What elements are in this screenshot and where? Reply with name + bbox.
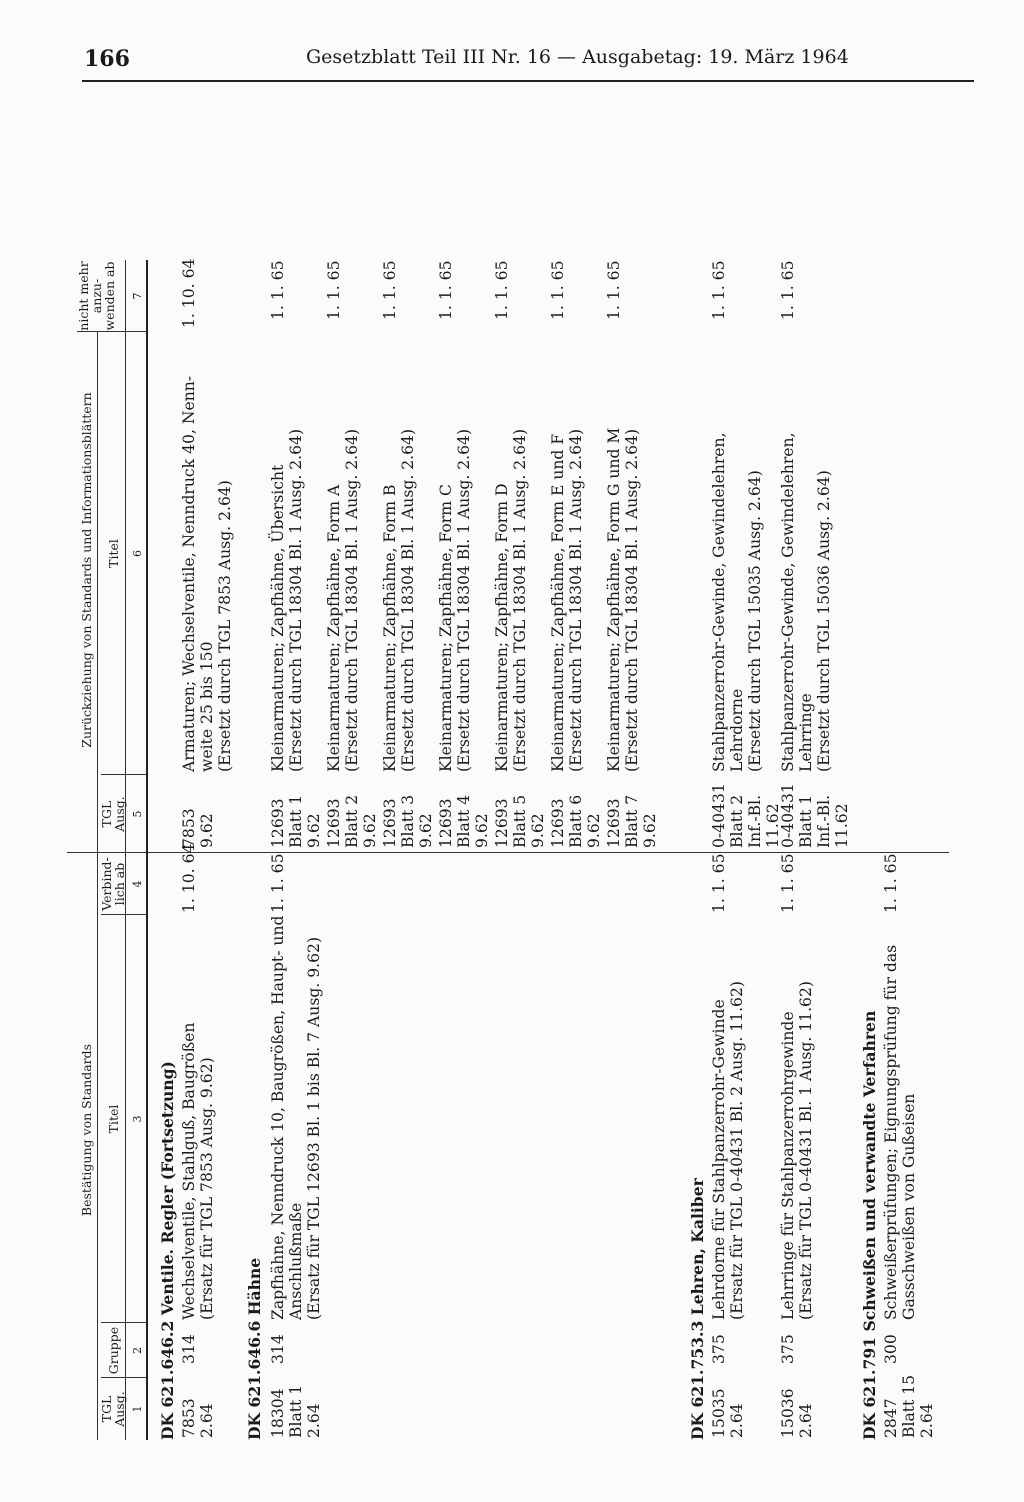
withdrawal-row-tgl: 0-40431 Blatt 2 Inf.-Bl. 11.62 [710, 783, 782, 848]
table-row-titel: Zapfhähne, Nenndruck 10, Baugrößen, Haupt- und Anschlußmaße (Ersatz für TGL 12693 Bl. 1 bis Bl. 7 Ausg. 9.62) [269, 915, 323, 1320]
withdrawal-row-titel: Kleinarmaturen; Zapfhähne, Form A (Ersetzt durch TGL 18304 Bl. 1 Ausg. 2.64) [325, 428, 361, 772]
withdrawal-row-titel: Kleinarmaturen; Zapfhähne, Form G und M (Ersetzt durch TGL 18304 Bl. 1 Ausg. 2.64) [605, 427, 641, 772]
table-row-verbindlich: 1. 10. 64 [180, 843, 198, 913]
section-heading: DK 621.791 Schweißen und verwandte Verfahren [860, 1010, 879, 1440]
withdrawal-row-ab: 1. 1. 65 [493, 260, 511, 320]
withdrawal-row-ab: 1. 1. 65 [381, 260, 399, 320]
withdrawal-row-ab: 1. 1. 65 [437, 260, 455, 320]
withdrawal-row-tgl: 12693 Blatt 2 9.62 [325, 794, 379, 848]
withdrawal-row-tgl: 12693 Blatt 1 9.62 [269, 794, 323, 848]
page-number: 166 [84, 46, 130, 72]
withdrawal-row-ab: 1. 1. 65 [710, 260, 728, 320]
col-header-titel: Titel [106, 1104, 121, 1134]
withdrawal-row-ab: 1. 10. 64 [180, 258, 198, 328]
section-heading: DK 621.753.3 Lehren, Kaliber [688, 1178, 707, 1440]
col-header-gruppe: Gruppe [106, 1326, 121, 1375]
col-number-7: 7 [131, 292, 144, 300]
table-row-titel: Wechselventile, Stahlguß, Baugrößen (Ersatz für TGL 7853 Ausg. 9.62) [180, 1022, 216, 1320]
table-row-verbindlich: 1. 1. 65 [269, 853, 287, 913]
col-header-titel-withdrawn: Titel [106, 539, 121, 568]
table-row-gruppe: 300 [882, 1334, 900, 1364]
col-number-3: 3 [131, 1115, 144, 1123]
withdrawal-row-tgl: 12693 Blatt 4 9.62 [437, 794, 491, 848]
withdrawal-row-titel: Kleinarmaturen; Zapfhähne, Form E und F (Ersetzt durch TGL 18304 Bl. 1 Ausg. 2.64) [549, 428, 585, 772]
table-row-titel: Schweißerprüfungen; Eignungsprüfung für das Gasschweißen von Gußeisen [882, 944, 918, 1320]
group-header-withdrawal: Zurückziehung von Standards und Informationsblättern [79, 392, 94, 748]
rotated-table [67, 150, 957, 1440]
table-row-titel: Lehrringe für Stahlpanzerrohrgewinde (Ersatz für TGL 0-40431 Bl. 1 Ausg. 11.62) [779, 981, 815, 1320]
withdrawal-row-titel: Stahlpanzerrohr-Gewinde, Gewindelehren, Lehrringe (Ersetzt durch TGL 15036 Ausg. 2.64) [779, 432, 833, 772]
withdrawal-row-titel: Kleinarmaturen; Zapfhähne, Form D (Ersetzt durch TGL 18304 Bl. 1 Ausg. 2.64) [493, 428, 529, 772]
table-row-tgl: 18304 Blatt 1 2.64 [269, 1384, 323, 1438]
table-row-verbindlich: 1. 1. 65 [882, 853, 900, 913]
table-row-tgl: 15035 2.64 [710, 1388, 746, 1438]
col-number-1: 1 [131, 1405, 144, 1413]
table-row-tgl: 2847 Blatt 15 2.64 [882, 1374, 936, 1438]
table-row-gruppe: 314 [180, 1334, 198, 1364]
table-row-gruppe: 375 [710, 1334, 728, 1364]
col-header-tgl: TGL Ausg. [99, 1391, 127, 1427]
col-number-2: 2 [131, 1347, 144, 1354]
table-row-verbindlich: 1. 1. 65 [710, 853, 728, 913]
withdrawal-row-ab: 1. 1. 65 [779, 260, 797, 320]
withdrawal-row-titel: Kleinarmaturen; Zapfhähne, Form B (Ersetzt durch TGL 18304 Bl. 1 Ausg. 2.64) [381, 428, 417, 772]
table-row-verbindlich: 1. 1. 65 [779, 853, 797, 913]
withdrawal-row-ab: 1. 1. 65 [605, 260, 623, 320]
col-header-verbindlich: Verbind- lich ab [99, 857, 127, 911]
withdrawal-row-ab: 1. 1. 65 [325, 260, 343, 320]
withdrawal-row-tgl: 7853 9.62 [180, 808, 216, 848]
withdrawal-row-tgl: 12693 Blatt 6 9.62 [549, 794, 603, 848]
running-head: Gesetzblatt Teil III Nr. 16 — Ausgabetag: 19. März 1964 [306, 46, 849, 68]
group-rule-left [97, 853, 98, 1440]
page-header [0, 0, 1024, 90]
col-header-tgl-withdrawn: TGL Ausg. [99, 796, 127, 832]
withdrawal-row-titel: Stahlpanzerrohr-Gewinde, Gewindelehren, Lehrdorne (Ersetzt durch TGL 15035 Ausg. 2.64) [710, 432, 764, 772]
group-header-confirmation: Bestätigung von Standards [79, 1043, 94, 1217]
withdrawal-row-titel: Kleinarmaturen; Zapfhähne, Form C (Ersetzt durch TGL 18304 Bl. 1 Ausg. 2.64) [437, 428, 473, 772]
section-heading: DK 621.646.6 Hähne [245, 1257, 264, 1440]
table-row-gruppe: 314 [269, 1334, 287, 1364]
withdrawal-row-tgl: 12693 Blatt 3 9.62 [381, 794, 435, 848]
col-header-nicht-mehr: nicht mehr anzu- wenden ab [76, 261, 117, 331]
header-rule [82, 80, 974, 82]
withdrawal-row-titel: Kleinarmaturen; Zapfhähne, Übersicht (Ersetzt durch TGL 18304 Bl. 1 Ausg. 2.64) [269, 428, 305, 772]
withdrawal-row-tgl: 0-40431 Blatt 1 Inf.-Bl. 11.62 [779, 783, 851, 848]
withdrawal-row-tgl: 12693 Blatt 5 9.62 [493, 794, 547, 848]
withdrawal-row-ab: 1. 1. 65 [269, 260, 287, 320]
section-heading: DK 621.646.2 Ventile. Regler (Fortsetzung) [158, 1061, 177, 1440]
withdrawal-row-titel: Armaturen; Wechselventile, Nenndruck 40, Nenn- weite 25 bis 150 (Ersetzt durch TGL 7853 Ausg. 2.64) [180, 375, 234, 772]
withdrawal-row-tgl: 12693 Blatt 7 9.62 [605, 794, 659, 848]
withdrawal-row-ab: 1. 1. 65 [549, 260, 567, 320]
col-divider-left-group [67, 852, 949, 853]
table-row-titel: Lehrdorne für Stahlpanzerrohr-Gewinde (Ersatz für TGL 0-40431 Bl. 2 Ausg. 11.62) [710, 981, 746, 1320]
group-rule-right [97, 332, 98, 853]
col-number-4: 4 [131, 880, 144, 888]
col-number-6: 6 [131, 550, 144, 557]
col-number-5: 5 [131, 810, 144, 818]
table-row-tgl: 15036 2.64 [779, 1388, 815, 1438]
table-row-tgl: 7853 2.64 [180, 1398, 216, 1438]
table-row-gruppe: 375 [779, 1334, 797, 1364]
